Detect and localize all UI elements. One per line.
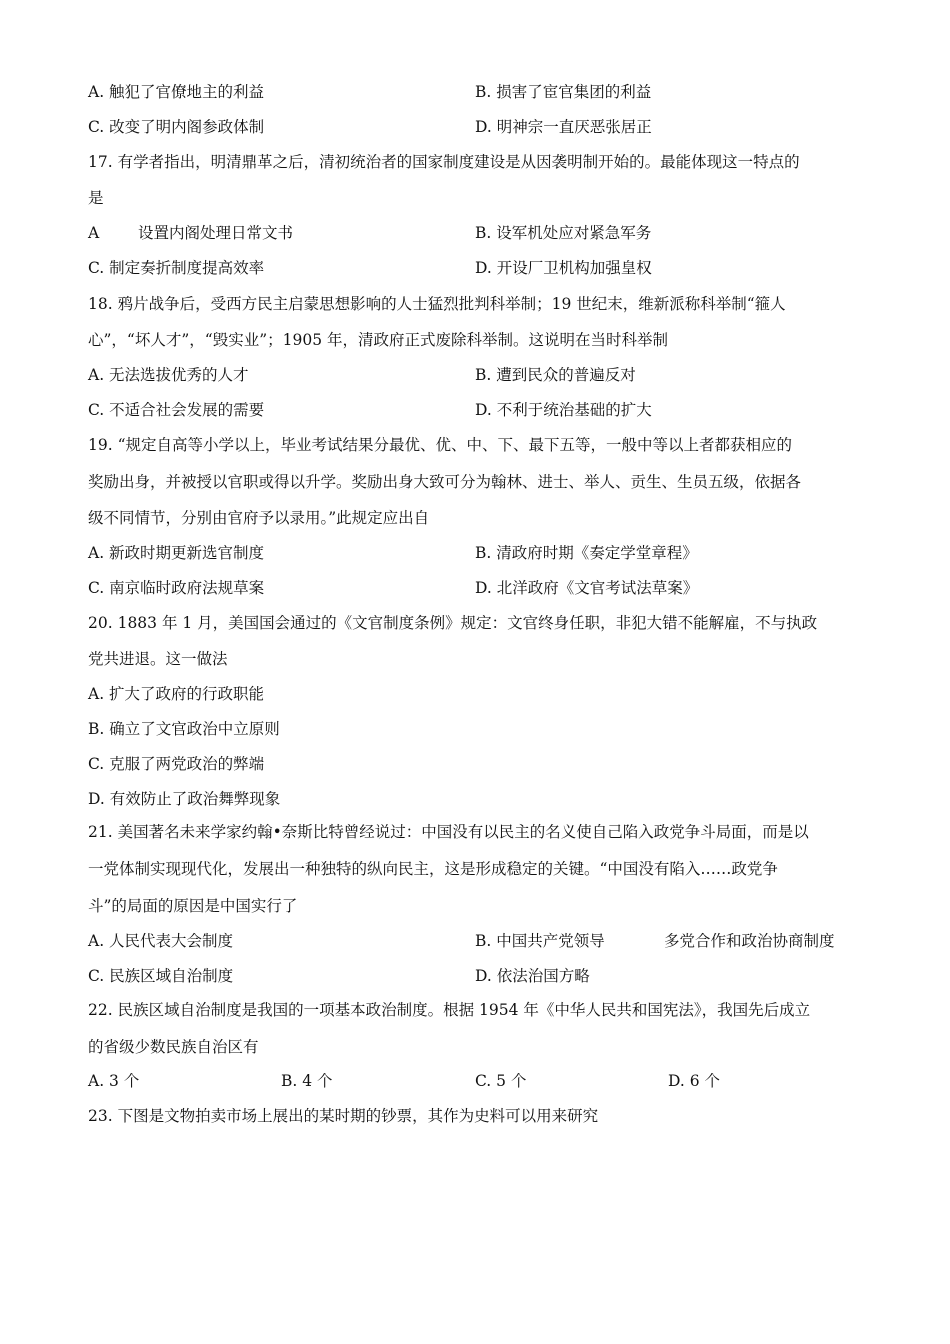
- q17-option-a-text: 设置内阁处理日常文书: [138, 224, 294, 242]
- q22-option-b: B. 4 个: [281, 1072, 333, 1090]
- q21-stem-line3: 斗”的局面的原因是中国实行了: [88, 897, 298, 915]
- q18-option-a: A. 无法选拔优秀的人才: [88, 366, 249, 384]
- q19-stem-line2: 奖励出身，并被授以官职或得以升学。奖励出身大致可分为翰林、进士、举人、贡生、生员五级，依据各: [88, 473, 802, 491]
- q18-stem-line2: 心”，“坏人才”，“毁实业”；1905 年，清政府正式废除科举制。这说明在当时科举制: [88, 331, 668, 349]
- q22-option-a: A. 3 个: [88, 1072, 140, 1090]
- q21-option-b-continued: 多党合作和政治协商制度: [664, 932, 835, 950]
- q17-stem-line1: 17. 有学者指出，明清鼎革之后，清初统治者的国家制度建设是从因袭明制开始的。最能体现这一特点的: [88, 153, 800, 171]
- q22-stem-line2: 的省级少数民族自治区有: [88, 1038, 259, 1056]
- q17-option-c: C. 制定奏折制度提高效率: [88, 259, 265, 277]
- q20-stem-line2: 党共进退。这一做法: [88, 650, 228, 668]
- q20-option-a: A. 扩大了政府的行政职能: [88, 685, 265, 703]
- q21-stem-line2: 一党体制实现现代化，发展出一种独特的纵向民主，这是形成稳定的关键。“中国没有陷入……政党争: [88, 860, 778, 878]
- q21-option-d: D. 依法治国方略: [475, 967, 590, 985]
- q20-option-d: D. 有效防止了政治舞弊现象: [88, 790, 281, 808]
- q18-option-b: B. 遭到民众的普遍反对: [475, 366, 636, 384]
- q17-stem-line2: 是: [88, 189, 104, 207]
- q19-stem-line1: 19. “规定自高等小学以上，毕业考试结果分最优、优、中、下、最下五等，一般中等以上者都获相应的: [88, 436, 793, 454]
- q21-option-a: A. 人民代表大会制度: [88, 932, 234, 950]
- q16-option-c: C. 改变了明内阁参政体制: [88, 118, 265, 136]
- q17-option-a-letter: A: [88, 224, 100, 242]
- q16-option-b: B. 损害了宦官集团的利益: [475, 83, 652, 101]
- q21-stem-line1: 21. 美国著名未来学家约翰•奈斯比特曾经说过：中国没有以民主的名义使自己陷入政党争斗局面，而是以: [88, 823, 809, 841]
- q21-option-c: C. 民族区域自治制度: [88, 967, 234, 985]
- q21-option-b: B. 中国共产党领导: [475, 932, 605, 950]
- q22-option-c: C. 5 个: [475, 1072, 527, 1090]
- q18-option-c: C. 不适合社会发展的需要: [88, 401, 265, 419]
- q20-stem-line1: 20. 1883 年 1 月，美国国会通过的《文官制度条例》规定：文官终身任职，非犯大错不能解雇，不与执政: [88, 614, 818, 632]
- q23-stem-line1: 23. 下图是文物拍卖市场上展出的某时期的钞票，其作为史料可以用来研究: [88, 1107, 599, 1125]
- q16-option-a: A. 触犯了官僚地主的利益: [88, 83, 265, 101]
- q22-stem-line1: 22. 民族区域自治制度是我国的一项基本政治制度。根据 1954 年《中华人民共和国宪法》，我国先后成立: [88, 1001, 811, 1019]
- q20-option-c: C. 克服了两党政治的弊端: [88, 755, 265, 773]
- q22-option-d: D. 6 个: [668, 1072, 721, 1090]
- q20-option-b: B. 确立了文官政治中立原则: [88, 720, 280, 738]
- q16-option-d: D. 明神宗一直厌恶张居正: [475, 118, 652, 136]
- q18-stem-line1: 18. 鸦片战争后，受西方民主启蒙思想影响的人士猛烈批判科举制；19 世纪末，维新派称科举制“箍人: [88, 295, 786, 313]
- q19-stem-line3: 级不同情节，分别由官府予以录用。”此规定应出自: [88, 509, 430, 527]
- q19-option-c: C. 南京临时政府法规草案: [88, 579, 265, 597]
- q18-option-d: D. 不利于统治基础的扩大: [475, 401, 652, 419]
- q17-option-d: D. 开设厂卫机构加强皇权: [475, 259, 652, 277]
- q19-option-d: D. 北洋政府《文官考试法草案》: [475, 579, 699, 597]
- q19-option-b: B. 清政府时期《奏定学堂章程》: [475, 544, 698, 562]
- q19-option-a: A. 新政时期更新选官制度: [88, 544, 265, 562]
- q17-option-b: B. 设军机处应对紧急军务: [475, 224, 652, 242]
